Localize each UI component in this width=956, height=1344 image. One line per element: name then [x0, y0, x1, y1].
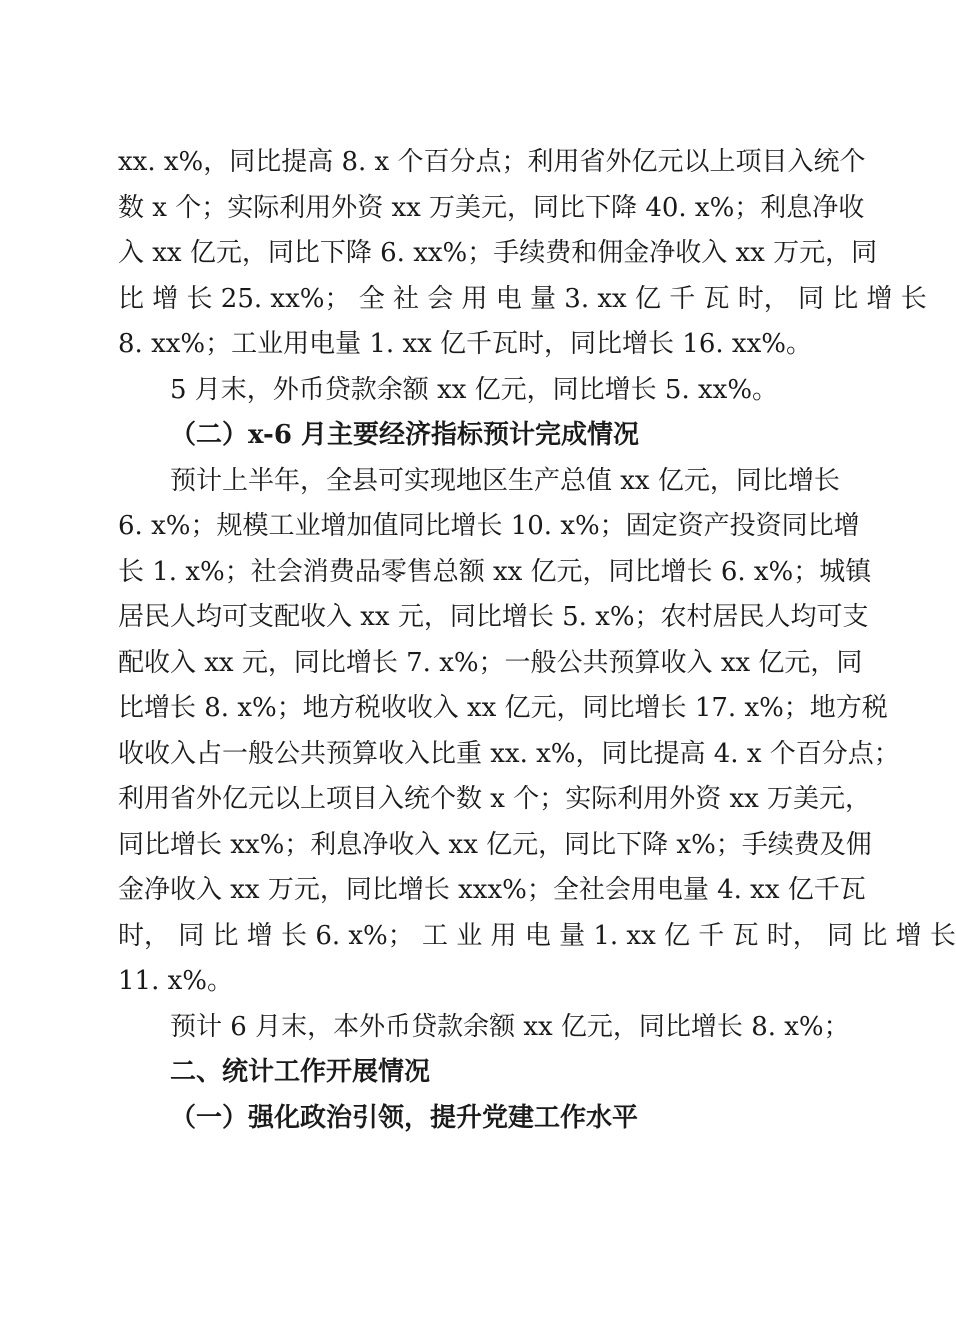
text-line: xx. x%，同比提高 8. x 个百分点；利用省外亿元以上项目入统个	[118, 147, 866, 177]
text-line: 长 1. x%；社会消费品零售总额 xx 亿元，同比增长 6. x%；城镇	[118, 556, 872, 587]
text-line: 8. xx%；工业用电量 1. xx 亿千瓦时，同比增长 16. xx%。	[118, 329, 812, 359]
section-subheading-party-building: （一）强化政治引领，提升党建工作水平	[170, 1102, 639, 1133]
section-subheading-forecast: （二）x-6 月主要经济指标预计完成情况	[170, 420, 639, 450]
paragraph-june-loans-forecast: 预计 6 月末，本外币贷款余额 xx 亿元，同比增长 8. x%；	[170, 1011, 850, 1042]
text-line: 比 增 长 25. xx%； 全 社 会 用 电 量 3. xx 亿 千 瓦 时， 同 比 增 长	[118, 283, 927, 314]
paragraph-half-year-forecast	[118, 459, 956, 1005]
text-line: 预计上半年，全县可实现地区生产总值 xx 亿元，同比增长	[170, 465, 840, 496]
text-line: 11. x%。	[118, 966, 233, 996]
text-line: 收收入占一般公共预算收入比重 xx. x%，同比提高 4. x 个百分点；	[118, 738, 900, 769]
text-line: 时， 同 比 增 长 6. x%； 工 业 用 电 量 1. xx 亿 千 瓦 时， 同 比 增 长	[118, 920, 956, 951]
text-line: 利用省外亿元以上项目入统个数 x 个；实际利用外资 xx 万美元，	[118, 784, 872, 814]
text-line: 入 xx 亿元，同比下降 6. xx%；手续费和佣金净收入 xx 万元，同	[118, 238, 878, 268]
section-heading-statistics-work: 二、统计工作开展情况	[170, 1057, 431, 1087]
text-line: 配收入 xx 元，同比增长 7. x%；一般公共预算收入 xx 亿元，同	[118, 647, 863, 678]
text-line: 数 x 个；实际利用外资 xx 万美元，同比下降 40. x%；利息净收	[118, 192, 865, 223]
text-line: 比增长 8. x%；地方税收收入 xx 亿元，同比增长 17. x%；地方税	[118, 693, 888, 723]
document-body	[118, 140, 956, 1141]
paragraph-foreign-currency-loans: 5 月末，外币贷款余额 xx 亿元，同比增长 5. xx%。	[170, 374, 779, 405]
text-line: 同比增长 xx%；利息净收入 xx 亿元，同比下降 x%；手续费及佣	[118, 829, 872, 860]
paragraph-economic-indicators-may	[118, 140, 927, 368]
text-line: 6. x%；规模工业增加值同比增长 10. x%；固定资产投资同比增	[118, 511, 860, 541]
text-line: 金净收入 xx 万元，同比增长 xxx%；全社会用电量 4. xx 亿千瓦	[118, 875, 866, 905]
text-line: 居民人均可支配收入 xx 元，同比增长 5. x%；农村居民人均可支	[118, 602, 869, 632]
